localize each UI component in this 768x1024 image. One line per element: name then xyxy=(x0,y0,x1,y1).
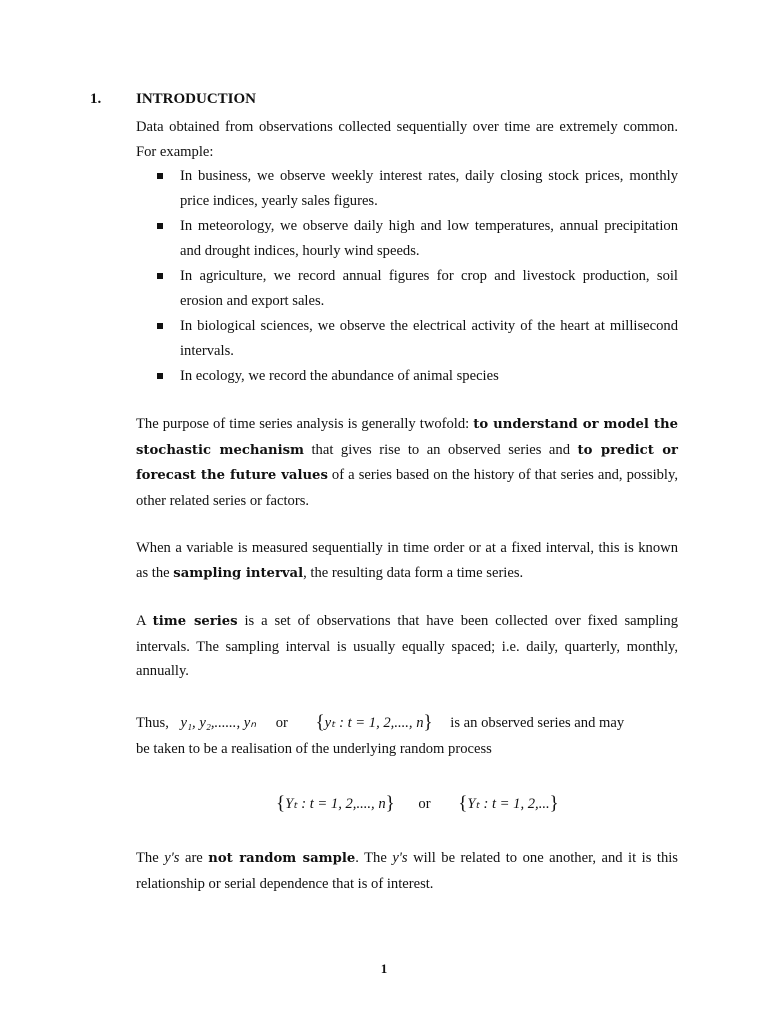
square-bullet-icon xyxy=(157,223,163,229)
list-item: In biological sciences, we observe the electrical activity of the heart at millisecond intervals. xyxy=(156,314,678,363)
realisation-line: be taken to be a realisation of the underlying random process xyxy=(136,741,492,757)
observed-sequence-formula: y₁, y₂,......, yₙ xyxy=(180,715,257,731)
purpose-paragraph: The purpose of time series analysis is generally twofold: to understand or model the stochastic mechanism that gives rise to an observed series and to predict or forecast the future values of a series based on the history of that series and, possibly, other related series or factors. xyxy=(136,416,678,509)
square-bullet-icon xyxy=(157,373,163,379)
closing-paragraph: The y's are not random sample. The y's will be related to one another, and it is this relationship or serial dependence that is of interest. xyxy=(136,850,678,892)
list-item: In ecology, we record the abundance of animal species xyxy=(156,364,678,389)
list-item: In business, we observe weekly interest rates, daily closing stock prices, monthly price indices, yearly sales figures. xyxy=(156,164,678,213)
sampling-paragraph: When a variable is measured sequentially in time order or at a fixed interval, this is known as the sampling interval, the resulting data form a time series. xyxy=(136,540,678,581)
definition-paragraph: A time series is a set of observations that have been collected over fixed sampling intervals. The sampling interval is usually equally spaced; i.e. daily, quarterly, monthly, annually. xyxy=(136,613,679,679)
thus-line: Thus, y₁, y₂,......, yₙ or {yₜ : t = 1, 2,...., n} is an observed series and may xyxy=(136,712,625,733)
list-item: In agriculture, we record annual figures for crop and livestock production, soil erosion and export sales. xyxy=(156,264,678,313)
square-bullet-icon xyxy=(157,273,163,279)
examples-list xyxy=(156,164,678,390)
section-title: INTRODUCTION xyxy=(136,91,257,107)
observed-series-set-formula: {yₜ : t = 1, 2,...., n} xyxy=(315,712,433,733)
section-number: 1. xyxy=(90,91,102,107)
intro-paragraph: Data obtained from observations collected sequentially over time are extremely common. For example: xyxy=(136,119,678,160)
list-item: In meteorology, we observe daily high and low temperatures, annual precipitation and drought indices, hourly wind speeds. xyxy=(156,214,678,263)
square-bullet-icon xyxy=(157,173,163,179)
random-process-formula: {Yₜ : t = 1, 2,...., n} or {Yₜ : t = 1, 2,...} xyxy=(276,793,559,814)
page-number: 1 xyxy=(380,961,388,976)
square-bullet-icon xyxy=(157,323,163,329)
